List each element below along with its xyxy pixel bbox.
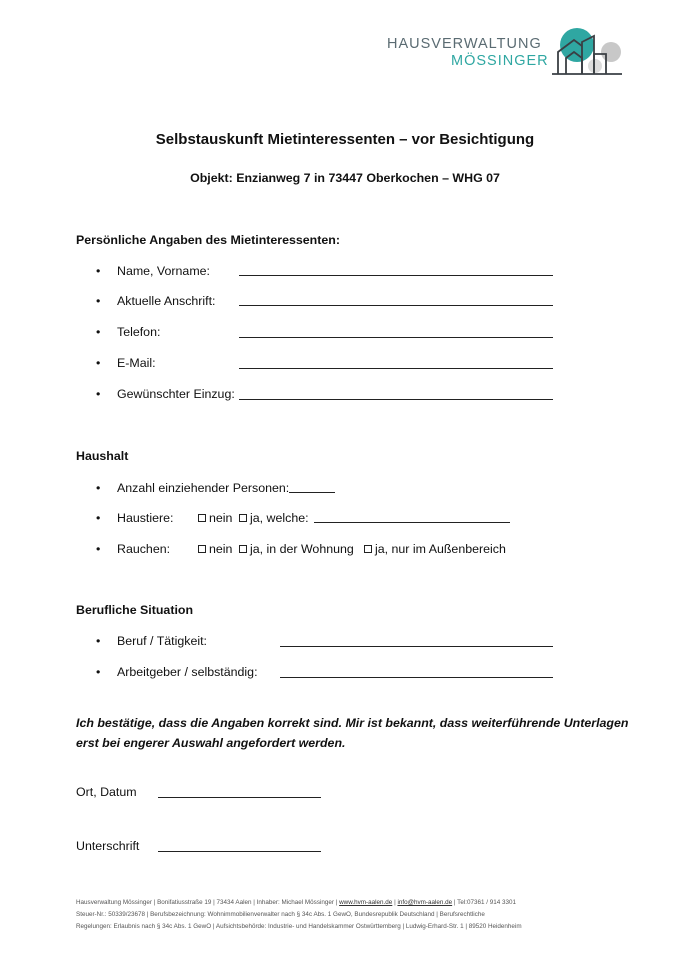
- smoking-label: Rauchen:: [117, 542, 171, 556]
- checkbox-icon[interactable]: [239, 514, 247, 522]
- employer-label: Arbeitgeber / selbständig:: [117, 665, 258, 679]
- name-input-line[interactable]: [239, 275, 553, 276]
- place-date-label: Ort, Datum: [76, 785, 137, 799]
- bullet: •: [96, 356, 101, 370]
- bullet: •: [96, 481, 101, 495]
- personal-section-heading: Persönliche Angaben des Mietinteressenten:: [76, 233, 340, 247]
- logo-light-circle: [588, 59, 602, 73]
- bullet: •: [96, 325, 101, 339]
- email-input-line[interactable]: [239, 368, 553, 369]
- bullet: •: [96, 264, 101, 278]
- logo-teal-circle: [560, 28, 594, 62]
- logo-text-line1: HAUSVERWALTUNG: [387, 36, 542, 52]
- bullet: •: [96, 511, 101, 525]
- phone-input-line[interactable]: [239, 337, 553, 338]
- pets-option-no[interactable]: nein: [198, 511, 232, 525]
- website-link[interactable]: www.hvm-aalen.de: [339, 899, 393, 906]
- checkbox-icon[interactable]: [198, 514, 206, 522]
- house-outline-logo-icon: [540, 20, 624, 80]
- bullet: •: [96, 294, 101, 308]
- email-link[interactable]: info@hvm-aalen.de: [397, 899, 453, 906]
- signature-input-line[interactable]: [158, 851, 321, 852]
- checkbox-icon[interactable]: [364, 545, 372, 553]
- occupation-label: Beruf / Tätigkeit:: [117, 634, 207, 648]
- place-date-input-line[interactable]: [158, 797, 321, 798]
- property-subtitle: Objekt: Enzianweg 7 in 73447 Oberkochen – WHG 07: [190, 171, 500, 185]
- footer-line-1: Hausverwaltung Mössinger | Bonifatiusstraße 19 | 73434 Aalen | Inhaber: Michael Mössinger | www.hvm-aalen.de | info@hvm-aalen.de | Tel:07361 / 914 3301: [76, 899, 516, 906]
- move-in-label: Gewünschter Einzug:: [117, 387, 235, 401]
- bullet: •: [96, 387, 101, 401]
- pets-input-line[interactable]: [314, 522, 510, 523]
- persons-label: Anzahl einziehender Personen:: [117, 481, 290, 495]
- name-label: Name, Vorname:: [117, 264, 210, 278]
- bullet: •: [96, 665, 101, 679]
- pets-option-yes[interactable]: ja, welche:: [239, 511, 309, 525]
- bullet: •: [96, 542, 101, 556]
- occupation-input-line[interactable]: [280, 646, 553, 647]
- pets-label: Haustiere:: [117, 511, 174, 525]
- address-label: Aktuelle Anschrift:: [117, 294, 216, 308]
- footer-line-2: Steuer-Nr.: 50339/23678 | Berufsbezeichnung: Wohnimmobilienverwalter nach § 34c Abs. 1 GewO, Bundesrepublik Deutschland | Berufsrechtliche: [76, 911, 485, 918]
- address-input-line[interactable]: [239, 305, 553, 306]
- household-section-heading: Haushalt: [76, 449, 129, 463]
- persons-input-line[interactable]: [289, 492, 335, 493]
- smoking-option-indoor[interactable]: ja, in der Wohnung: [239, 542, 354, 556]
- smoking-option-outdoor[interactable]: ja, nur im Außenbereich: [364, 542, 506, 556]
- smoking-option-no[interactable]: nein: [198, 542, 232, 556]
- document-title: Selbstauskunft Mietinteressenten – vor Besichtigung: [155, 131, 535, 148]
- confirmation-statement: Ich bestätige, dass die Angaben korrekt sind. Mir ist bekannt, dass weiterführende Unterlagen erst bei engerer Auswahl angefordert werden.: [76, 716, 629, 750]
- work-section-heading: Berufliche Situation: [76, 603, 194, 617]
- move-in-input-line[interactable]: [239, 399, 553, 400]
- bullet: •: [96, 634, 101, 648]
- checkbox-icon[interactable]: [198, 545, 206, 553]
- employer-input-line[interactable]: [280, 677, 553, 678]
- signature-label: Unterschrift: [76, 839, 140, 853]
- email-label: E-Mail:: [117, 356, 156, 370]
- logo-grey-circle: [601, 42, 621, 62]
- logo-text-line2: MÖSSINGER: [451, 53, 549, 69]
- checkbox-icon[interactable]: [239, 545, 247, 553]
- footer-line-3: Regelungen: Erlaubnis nach § 34c Abs. 1 GewO | Aufsichtsbehörde: Industrie- und Handelskammer Ostwürttemberg | Ludwig-Erhard-Str. 1 | 89520 Heidenheim: [76, 923, 522, 930]
- phone-label: Telefon:: [117, 325, 161, 339]
